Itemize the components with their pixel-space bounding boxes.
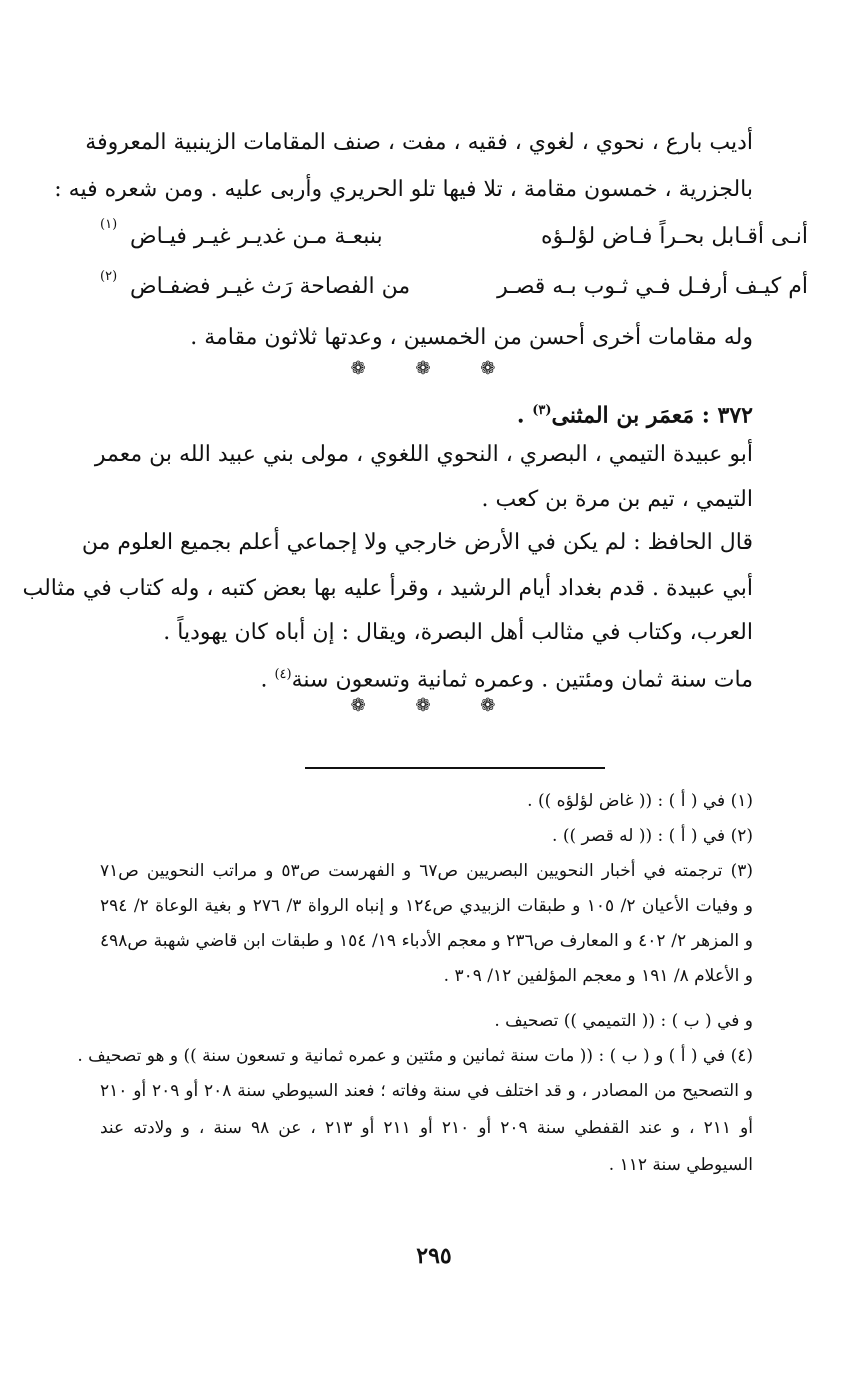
footnote-line: و المزهر ٢/ ٤٠٢ و المعارف ص٢٣٦ و معجم الأدباء ١٩/ ١٥٤ و طبقات ابن قاضي شهبة ص٤٩٨	[100, 931, 753, 951]
entry-heading: ٣٧٢ : مَعمَر بن المثنى$^{(٣)}$ .	[516, 402, 753, 429]
verse-first-hemistich: أنـى أقـابل بحـراً فـاض لؤلـؤه	[541, 224, 808, 249]
paragraph-line: التيمي ، تيم بن مرة بن كعب .	[481, 487, 753, 512]
section-separator: ❁ ❁ ❁	[350, 358, 518, 379]
paragraph-line: وله مقامات أخرى أحسن من الخمسين ، وعدتها ثلاثون مقامة .	[190, 325, 753, 350]
verse-second-hemistich: بنبعـة مـن غديـر غيـر فيـاض	[130, 224, 383, 249]
footnote-line: و التصحيح من المصادر ، و قد اختلف في سنة وفاته ؛ فعند السيوطي سنة ٢٠٨ أو ٢٠٩ أو ٢١٠	[100, 1081, 753, 1101]
footnote-marker: (١)	[100, 217, 118, 232]
paragraph-line: أديب بارع ، نحوي ، لغوي ، فقيه ، مفت ، صنف المقامات الزينبية المعروفة	[85, 130, 753, 155]
paragraph-line: العرب، وكتاب في مثالب أهل البصرة، ويقال : إن أباه كان يهودياً .	[163, 620, 753, 645]
paragraph-line: أبي عبيدة . قدم بغداد أيام الرشيد ، وقرأ عليه بها بعض كتبه ، وله كتاب في مثالب	[22, 576, 753, 601]
footnote-marker: (٤)	[274, 667, 292, 682]
section-separator: ❁ ❁ ❁	[350, 695, 518, 716]
footnote-line: أو ٢١١ ، و عند القفطي سنة ٢٠٩ أو ٢١٠ أو ٢١١ أو ٢١٣ ، عن ٩٨ سنة ، و ولادته عند	[100, 1118, 753, 1138]
verse-second-hemistich: من الفصاحة رَث غيـر فضفـاض	[130, 274, 411, 299]
paragraph-line: بالجزرية ، خمسون مقامة ، تلا فيها تلو الحريري وأربى عليه . ومن شعره فيه :	[54, 177, 753, 202]
footnote-line: و في ( ب ) : (( التميمي )) تصحيف .	[494, 1011, 753, 1031]
footnote-line: (٣) ترجمته في أخبار النحويين البصريين ص٦٧ و الفهرست ص٥٣ و مراتب النحويين ص٧١	[100, 861, 753, 881]
paragraph-line: مات سنة ثمان ومئتين . وعمره ثمانية وتسعون سنة$^{(٤)}$ .	[260, 667, 753, 693]
footnote-line: (٤) في ( أ ) و ( ب ) : (( مات سنة ثمانين و مئتين و عمره ثمانية و تسعون سنة )) و هو تصحيف .	[77, 1046, 753, 1066]
paragraph-line: قال الحافظ : لم يكن في الأرض خارجي ولا إجماعي أعلم بجميع العلوم من	[81, 530, 753, 555]
paragraph-line: أبو عبيدة التيمي ، البصري ، النحوي اللغوي ، مولى بني عبيد الله بن معمر	[94, 442, 753, 467]
page-number: ٢٩٥	[416, 1243, 452, 1269]
verse-first-hemistich: أم كيـف أرفـل فـي ثـوب بـه قصـر	[497, 274, 808, 299]
footnote-line: (٢) في ( أ ) : (( له قصر )) .	[552, 826, 753, 846]
footnote-line: (١) في ( أ ) : (( غاض لؤلؤه )) .	[527, 791, 753, 811]
footnote-line: و وفيات الأعيان ٢/ ١٠٥ و طبقات الزبيدي ص١٢٤ و إنباه الرواة ٣/ ٢٧٦ و بغية الوعاة ٢/ ٢٩٤	[100, 896, 753, 916]
footnote-marker: (٢)	[100, 269, 118, 284]
footnote-marker: (٣)	[532, 403, 552, 418]
footnote-line: السيوطي سنة ١١٢ .	[608, 1155, 753, 1175]
footnote-line: و الأعلام ٨/ ١٩١ و معجم المؤلفين ١٢/ ٣٠٩ .	[443, 966, 753, 986]
footnote-rule	[305, 767, 605, 769]
